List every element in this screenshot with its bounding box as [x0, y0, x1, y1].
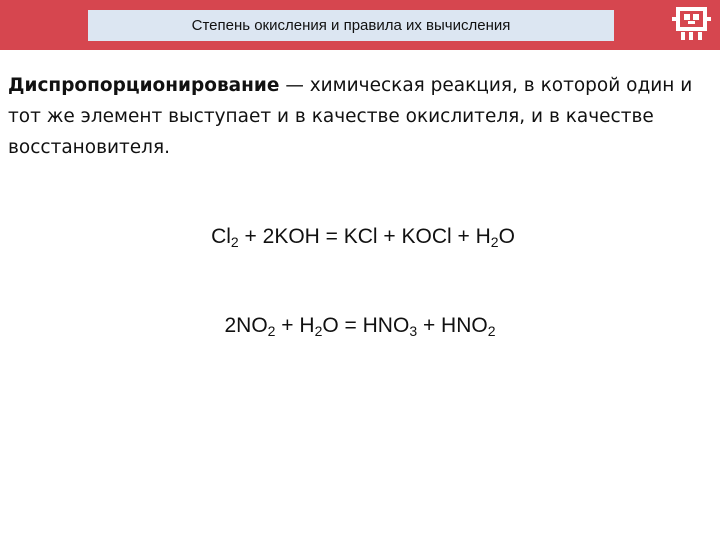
equation-text: + HNO [417, 314, 488, 337]
equation-text: + 2KOH = KCl + KOCl + H [238, 225, 491, 248]
equation-text: + H [275, 314, 315, 337]
definition-term: Диспропорционирование [8, 75, 280, 96]
equation-subscript: 2 [314, 323, 323, 339]
definition-paragraph [8, 70, 714, 163]
slide-title: Степень окисления и правила их вычисления [88, 10, 614, 41]
equation-2 [0, 314, 720, 338]
equation-1 [3, 225, 720, 249]
header-band [0, 0, 720, 50]
equation-text: 2NO [224, 314, 268, 337]
equation-subscript: 2 [487, 323, 496, 339]
equation-text: Cl [211, 225, 231, 248]
equation-subscript: 2 [267, 323, 276, 339]
equation-subscript: 2 [490, 234, 499, 250]
robot-logo-icon [671, 1, 713, 46]
equation-subscript: 3 [409, 323, 418, 339]
equation-text: O = HNO [322, 314, 410, 337]
equation-text: O [498, 225, 515, 248]
equation-subscript: 2 [230, 234, 239, 250]
definition-text: — химическая реакция, в которой один и тот же элемент выступает и в качестве окислителя, и в качестве восстановителя. [8, 75, 693, 158]
